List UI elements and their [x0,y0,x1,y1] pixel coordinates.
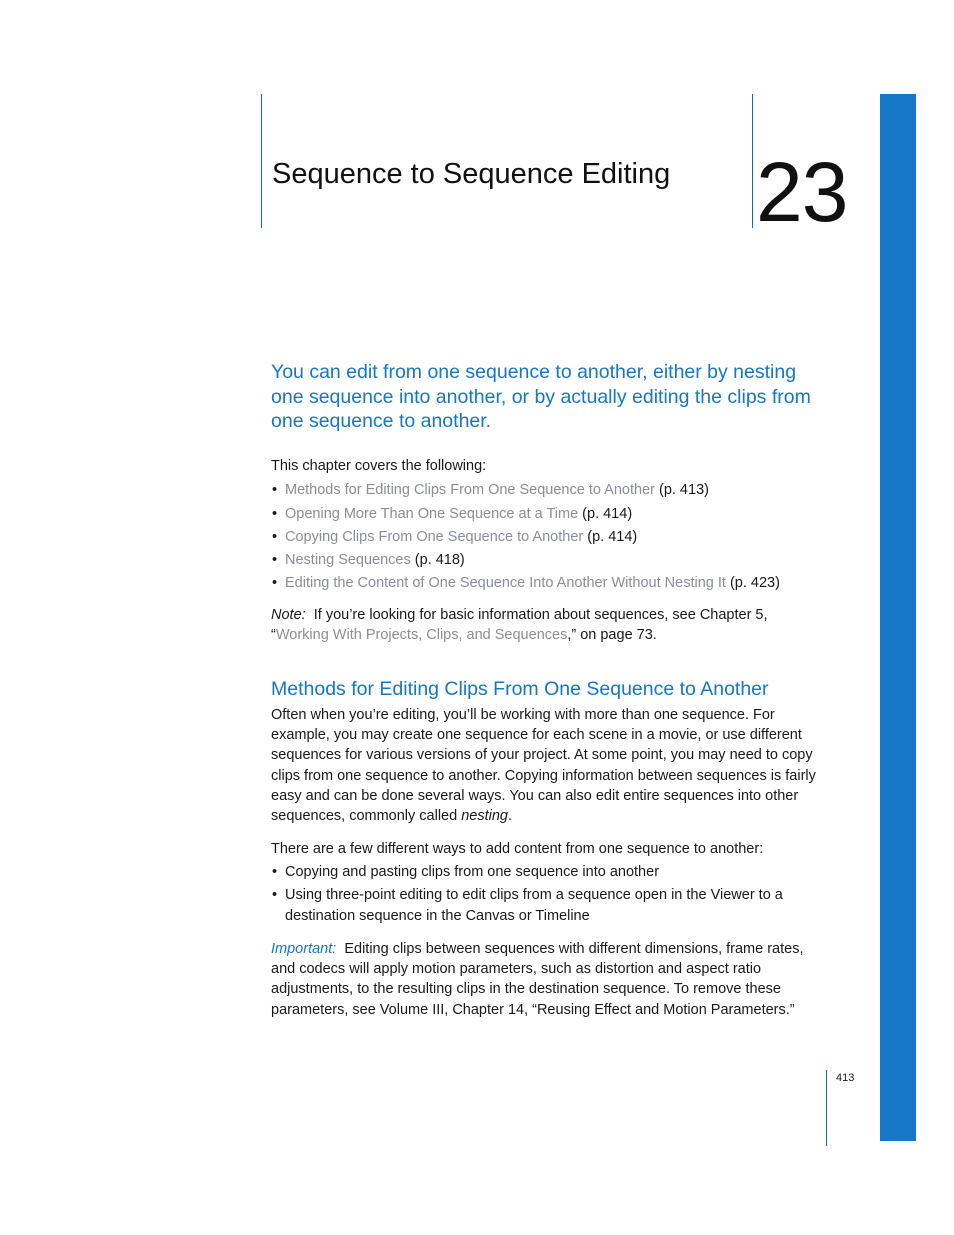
section-para-end: . [507,808,513,825]
toc-item [271,549,816,572]
chapter-number: 23 [756,145,848,239]
ways-list [271,862,819,926]
toc-link[interactable]: Copying Clips From One Sequence to Another [285,528,584,545]
toc-page: (p. 418) [414,552,465,569]
note-label: Note: [271,607,306,623]
important-paragraph [271,939,819,1020]
note-link[interactable]: Working With Projects, Clips, and Sequences [275,627,568,644]
chapter-side-tab [880,94,916,1141]
page-number: 413 [836,1072,855,1084]
note-text-before: If you’re looking for basic information about sequences, see Chapter 5, “ [271,607,768,644]
section-para-text: Often when you’re editing, you’ll be working with more than one sequence. For example, you may create one sequence for each scene in a movie, or use different sequences for various versions of your project. At some point, you may need to copy clips from one sequence to another. Copying information between sequences is fairly easy and can be done several ways. You can also edit entire sequences into other sequences, commonly called [271,707,816,825]
chapter-title: Sequence to Sequence Editing [272,158,671,190]
section-para-term: nesting [461,808,508,825]
toc-list [271,479,816,595]
important-text: Editing clips between sequences with different dimensions, frame rates, and codecs will apply motion parameters, such as distortion and aspect ratio adjustments, to the resulting clips in the destination sequence. To remove these parameters, see Volume III, Chapter 14, “Reusing Effect and Motion Parameters.” [271,941,804,1018]
toc-page: (p. 413) [658,482,709,499]
ways-intro: There are a few different ways to add content from one sequence to another: [271,841,764,857]
chapter-rule-right [752,94,753,228]
ways-item: • Copying and pasting clips from one sequence into another [271,862,819,882]
covers-intro: This chapter covers the following: [271,458,487,474]
footer-rule [826,1070,827,1146]
toc-link[interactable]: Nesting Sequences [285,552,411,569]
note-paragraph [271,605,819,645]
ways-item: • Using three-point editing to edit clips from a sequence open in the Viewer to a destination sequence in the Canvas or Timeline [271,885,819,925]
toc-page: (p. 414) [582,505,633,522]
ways-block [271,839,819,926]
toc-link[interactable]: Opening More Than One Sequence at a Time [285,505,579,522]
toc-item [271,526,816,549]
toc-item [271,572,816,595]
toc-item [271,479,816,502]
toc-item [271,503,816,526]
section-heading: Methods for Editing Clips From One Sequence to Another [271,678,769,700]
note-text-after: ,” on page 73. [567,627,657,644]
toc-link[interactable]: Methods for Editing Clips From One Sequence to Another [285,482,655,499]
toc-link[interactable]: Editing the Content of One Sequence Into Another Without Nesting It [285,575,726,592]
chapter-intro: You can edit from one sequence to another, either by nesting one sequence into another, or by actually editing the clips from one sequence to another. [271,361,811,432]
chapter-contents [271,456,816,596]
chapter-rule-left [261,94,262,228]
important-label: Important: [271,941,337,957]
toc-page: (p. 423) [729,575,780,592]
section-paragraph [271,705,819,826]
toc-page: (p. 414) [587,528,638,545]
